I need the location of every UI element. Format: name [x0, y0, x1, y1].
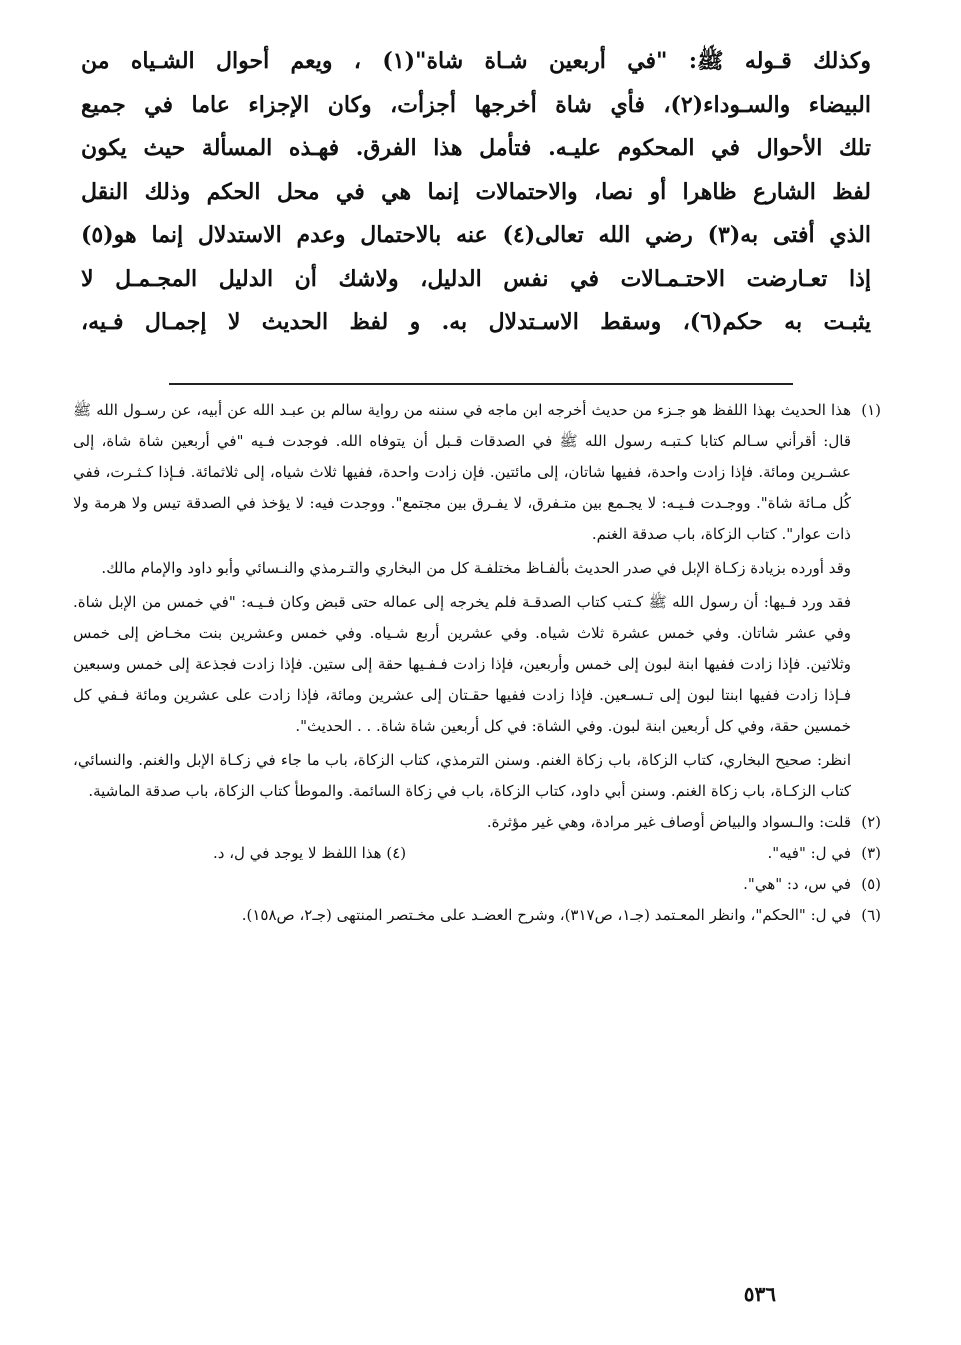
- body-line: يثبـت به حكم(٦)، وسقط الاسـتدلال به. و لفظ الحديث لا إجمـال فـيه،: [81, 309, 871, 335]
- footnote-paragraph: هذا الحديث بهذا اللفظ هو جـزء من حديث أخرجه ابن ماجه في سننه من رواية سالم بن عبـد الله عن أبيه، عن رسـول الله ﷺ قال: أقرأني سـالم كتابا كـتبـه رسول الله ﷺ في الصدقات قـبل أن يتوفاه الله. فوجدت فـيه "في أربعين شاة شاة، إلى عشـرين ومائة. فإذا زادت واحدة، ففيها شاتان، إلى مائتين. فإن زادت واحدة، ففيها ثلاث شياه، إلى ثلاثمائة. فـإذا كـثـرت، ففي كُل مـائة شاة". ووجـدت فـيـه: لا يجـمع بين متـفرق، لا يفـرق بين مجتمع". ووجدت فيه: لا يؤخذ في الصدقة تيس ولا هرمة ولا ذات عوار". كتاب الزكاة، باب صدقة الغنم.: [73, 401, 851, 543]
- footnote-number: (٦): [861, 906, 881, 924]
- footnote-number: (١): [861, 401, 881, 419]
- footnote-6: [73, 900, 881, 931]
- body-line: الذي أفتى به(٣) رضي الله تعالى(٤) عنه بالاحتمال وعدم الاستدلال إنما هو(٥): [81, 222, 871, 248]
- main-body-text: [81, 40, 871, 345]
- footnote-4-text: هذا اللفظ لا يوجد في ل، د.: [213, 844, 382, 862]
- body-line: لفظ الشارع ظاهرا أو نصا، والاحتمالات إنما هي في محل الحكم وذلك النقل: [81, 178, 871, 205]
- footnote-paragraph: انظر: صحيح البخاري، كتاب الزكاة، باب زكاة الغنم. وسنن الترمذي، كتاب الزكاة، باب ما جاء في زكـاة الإبل والغنم. والنسائي، كتاب الزكـاة، باب زكاة الغنم. وسنن أبي داود، كتاب الزكاة، باب في زكاة السائمة. والموطأ كتاب الزكاة، باب صدقة الماشية.: [73, 751, 851, 800]
- body-line: وكذلك قـوله ﷺ: "في أربعين شـاة شاة"(١) ، ويعم أحوال الشـياه من: [81, 48, 871, 74]
- footnote-text: قلت: والـسواد والبياض أوصاف غير مرادة، وهي غير مؤثرة.: [486, 813, 851, 831]
- footnote-paragraph: وقد أورده بزيادة زكـاة الإبل في صدر الحديث بألفـاظ مختلفـة كل من البخاري والتـرمذي والنـسائي وأبو داود والإمام مالك.: [101, 559, 851, 577]
- footnote-number: (٥): [861, 875, 881, 893]
- footnote-paragraph: فقد ورد فـيها: أن رسول الله ﷺ كـتب كتاب الصدقـة فلم يخرجه إلى عماله حتى قبض وكان فـيـه: "في خمس من الإبل شاة. وفي عشر شاتان. وفي خمس عشرة ثلاث شياه. وفي عشرين أربع شـياه. وفي خمس وعشرين بنت مخـاض إلى خمس وثلاثين. فإذا زادت ففيها ابنة لبون إلى خمس وأربعين، فإذا زادت فـفـيها حقة إلى ستين. فإذا زادت فجذعة إلى خمس وسبعين فـإذا زادت ففيها ابنتا لبون إلى تـسـعين. فإذا زادت ففيها حقـتان إلى عشرين ومائة، فإذا زادت على عشرين ومائة فـفي كل خمسين حقة، وفي كل أربعين ابنة لبون. وفي الشاة: في كل أربعين شاة شاة. . . الحديث".: [73, 593, 851, 735]
- footnote-1: [73, 395, 881, 807]
- footnote-separator: [169, 383, 793, 385]
- body-line: إذا تعـارضت الاحتـمـالات في نفس الدليل، ولاشك أن الدليل المجـمـل لا: [81, 265, 871, 292]
- footnotes-section: [73, 395, 881, 931]
- body-line: البيضاء والسـوداء(٢)، فأي شاة أخرجها أجزأت، وكان الإجزاء عاما في جميع: [81, 91, 871, 118]
- footnote-5: [73, 869, 881, 900]
- page-number: ٥٣٦: [743, 1282, 776, 1306]
- footnote-3-text: في ل: "فيه".: [767, 844, 851, 862]
- footnote-number: (٣): [861, 844, 881, 862]
- footnote-4: [213, 838, 406, 869]
- footnote-number: (٤): [386, 844, 407, 862]
- footnote-number: (٢): [861, 813, 881, 831]
- footnote-text: في ل: "الحكم"، وانظر المعـتمد (جـ١، ص٣١٧)، وشرح العضـد على مخـتصر المنتهى (جـ٢، ص١٥٨).: [241, 906, 851, 924]
- footnote-3-4-row: [73, 838, 881, 869]
- footnote-2: [73, 807, 881, 838]
- body-line: تلك الأحوال في المحكوم عليـه. فتأمل هذا الفرق. فهـذه المسألة حيث يكون: [81, 135, 871, 161]
- footnote-text: في س، د: "هي".: [743, 875, 851, 893]
